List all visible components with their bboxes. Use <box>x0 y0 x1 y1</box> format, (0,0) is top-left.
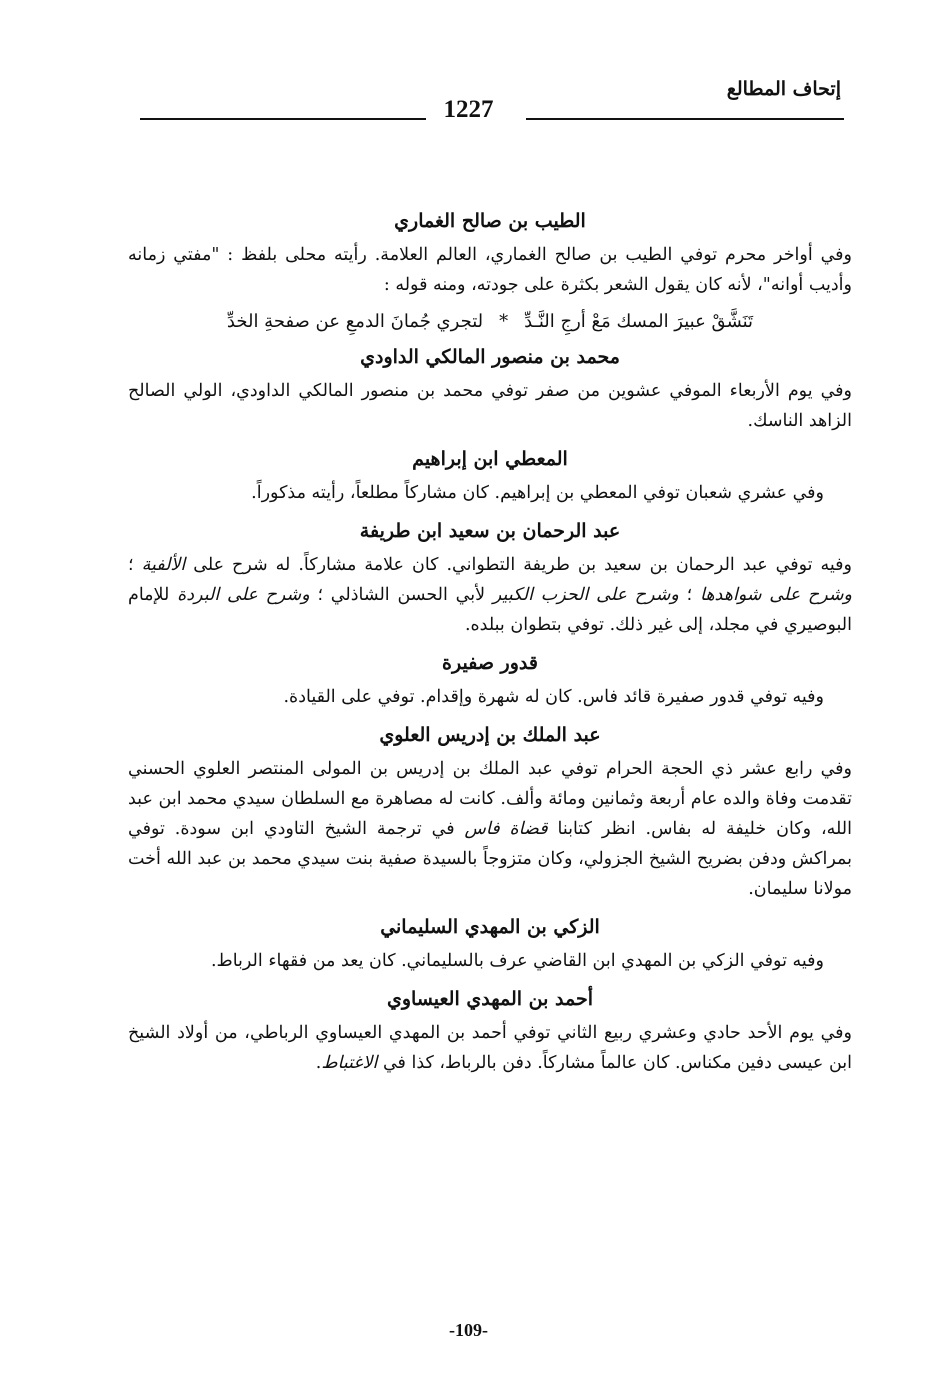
verse-second-hemistich: لتجري جُمانَ الدمعِ عن صفحةِ الخدِّ <box>226 311 484 332</box>
running-title: إتحاف المطالع <box>726 78 841 100</box>
page-number: 1227 <box>443 96 494 123</box>
verse-first-hemistich: تَنَشَّقْ عبيرَ المسك مَعْ أرجِ النَّـدِّ <box>524 311 754 332</box>
main-text <box>128 204 852 1084</box>
entry-paragraph: وفيه توفي قدور صفيرة قائد فاس. كان له شهرة وإقدام. توفي على القيادة. <box>283 687 824 707</box>
book-title: وشرح على شواهدها <box>699 585 852 605</box>
entry-paragraph: وفي عشري شعبان توفي المعطي بن إبراهيم. كان مشاركاً مطلعاً، رأيته مذكوراً. <box>251 483 824 503</box>
header-rule-right <box>526 118 844 120</box>
entry-zaki-soulaimani <box>128 910 852 976</box>
entry-heading: أحمد بن المهدي العيساوي <box>387 988 593 1010</box>
entry-paragraph: وفي أواخر محرم توفي الطيب بن صالح الغماري، العالم العلامة. رأيته محلى بلفظ : "مفتي زمانه وأديب أوانه"، لأنه كان يقول الشعر بكثرة على جودته، ومنه قوله : <box>128 245 852 295</box>
book-title: الاغتباط <box>321 1053 378 1073</box>
entry-heading: عبد الرحمان بن سعيد ابن طريفة <box>359 520 621 542</box>
text-segment: ؛ <box>128 555 142 575</box>
entry-paragraph <box>128 754 852 904</box>
entry-heading: الزكي بن المهدي السليماني <box>380 916 600 938</box>
entry-ahmed-aissaoui <box>128 982 852 1078</box>
book-title: الألفية <box>141 555 186 575</box>
verse-separator: * <box>499 311 509 332</box>
entry-kaddour-sfira <box>128 646 852 712</box>
entry-abderrahman-tarifa <box>128 514 852 640</box>
entry-paragraph: وفي يوم الأربعاء الموفي عشوين من صفر توفي محمد بن منصور المالكي الداودي، الولي الصالح الزاهد الناسك. <box>128 381 852 431</box>
text-segment: للإمام البوصيري في مجلد، إلى غير ذلك. توفي بتطوان ببلده. <box>128 585 852 635</box>
text-segment: وفي رابع عشر ذي الحجة الحرام توفي عبد الملك بن إدريس بن المولى المنتصر العلوي الحسني تقدمت وفاة والده عام أربعة وثمانين ومائة وألف. كانت له مصاهرة مع السلطان سيدي محمد ابن عبد الله، وكان خليفة له بفاس. انظر كتابنا <box>128 759 852 839</box>
book-title: وشرح على البردة <box>177 585 310 605</box>
entry-almoti <box>128 442 852 508</box>
entry-heading: المعطي ابن إبراهيم <box>412 448 568 470</box>
folio-number: -109- <box>449 1320 488 1340</box>
entry-heading: عبد الملك بن إدريس العلوي <box>379 724 601 746</box>
text-segment: وفي يوم الأحد حادي وعشري ربيع الثاني توفي أحمد بن المهدي العيساوي الرباطي، من أولاد الشيخ ابن عيسى دفين مكناس. كان عالماً مشاركاً. دفن بالرباط، كذا في <box>128 1023 852 1073</box>
entry-mohammed-daoudi <box>128 340 852 436</box>
text-segment: . <box>315 1053 322 1073</box>
entry-heading: الطيب بن صالح الغماري <box>394 210 586 232</box>
poem-verse <box>128 306 852 338</box>
entry-paragraph <box>128 550 852 640</box>
entry-paragraph <box>128 1018 852 1078</box>
text-segment: وفيه توفي عبد الرحمان بن سعيد بن طريفة التطواني. كان علامة مشاركاً. له شرح على <box>185 555 852 575</box>
entry-abdelmalek-alaoui <box>128 718 852 904</box>
entry-paragraph: وفيه توفي الزكي بن المهدي ابن القاضي عرف بالسليماني. كان يعد من فقهاء الرباط. <box>210 951 824 971</box>
book-title: قضاة فاس <box>464 819 548 839</box>
entry-heading: قدور صفيرة <box>442 652 538 674</box>
entry-heading: محمد بن منصور المالكي الداودي <box>360 346 620 368</box>
text-segment: في ترجمة الشيخ التاودي ابن سودة. توفي بمراكش ودفن بضريح الشيخ الجزولي، وكان متزوجاً بالسيدة صفية بنت سيدي محمد بن عبد الله أخت مولانا سليمان. <box>128 819 852 899</box>
entry-altayyib <box>128 204 852 338</box>
book-title: وشرح على الحزب الكبير <box>492 585 679 605</box>
text-segment: لأبي الحسن الشاذلي ؛ <box>309 585 493 605</box>
text-segment: ؛ <box>678 585 700 605</box>
